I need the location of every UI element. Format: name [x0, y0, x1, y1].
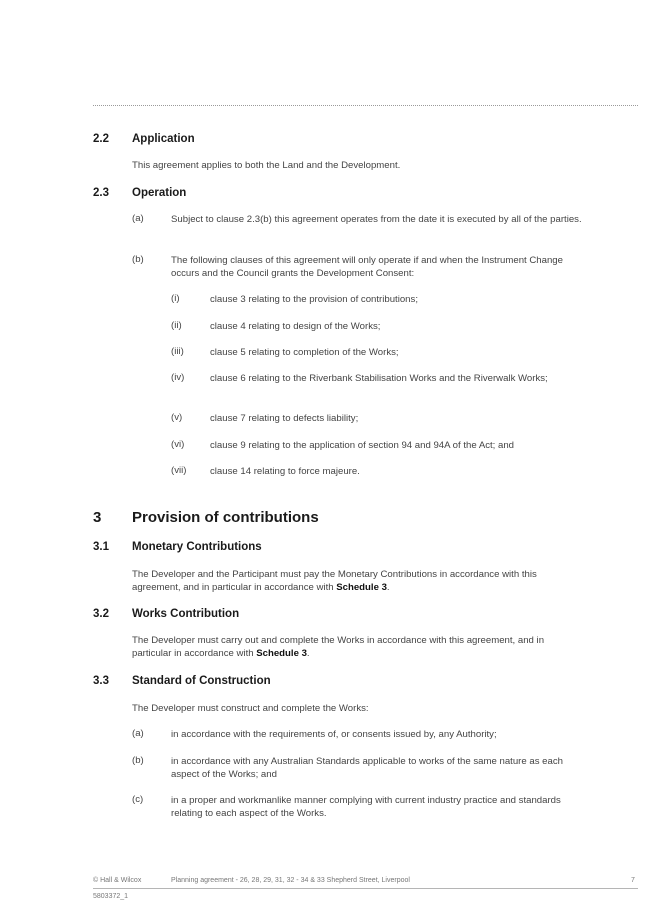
footer-page-number: 7	[631, 877, 635, 884]
footer-document-title: Planning agreement - 26, 28, 29, 31, 32 - 34 & 33 Shepherd Street, Liverpool	[171, 877, 410, 884]
section-heading: Standard of Construction	[132, 675, 271, 687]
list-item: in accordance with any Australian Standards applicable to works of the same nature as each aspect of the Works; and	[171, 756, 563, 780]
footer-reference: 5803372_1	[93, 893, 129, 900]
list-item: The following clauses of this agreement will only operate if and when the Instrument Change occurs and the Council grants the Development Consent:	[171, 255, 563, 279]
list-label: (b)	[132, 254, 144, 265]
list-label: (b)	[132, 755, 144, 766]
schedule-reference: Schedule 3	[336, 582, 387, 593]
section-number: 2.2	[93, 133, 109, 145]
sublist-label: (ii)	[171, 320, 182, 331]
paragraph: The Developer and the Participant must pay the Monetary Contributions in accordance with this agreement, and in particular in accordance with Schedule 3.	[132, 569, 537, 593]
sublist-item: clause 4 relating to design of the Works;	[210, 321, 381, 332]
list-label: (a)	[132, 728, 144, 739]
section-heading: Works Contribution	[132, 608, 240, 620]
paragraph: The Developer must carry out and complete the Works in accordance with this agreement, and in particular in accordance with Schedule 3.	[132, 635, 545, 659]
section-heading: Monetary Contributions	[132, 541, 262, 553]
sublist-item: clause 5 relating to completion of the Works;	[210, 347, 399, 358]
top-divider	[93, 105, 638, 106]
sublist-item: clause 14 relating to force majeure.	[210, 466, 360, 477]
sublist-label: (vii)	[171, 465, 187, 476]
sublist-item: clause 6 relating to the Riverbank Stabilisation Works and the Riverwalk Works;	[210, 373, 548, 384]
chapter-number: 3	[93, 509, 102, 526]
sublist-item: clause 7 relating to defects liability;	[210, 413, 359, 424]
section-number: 3.1	[93, 541, 109, 553]
section-heading: Operation	[132, 187, 187, 199]
section-heading: Application	[132, 133, 195, 145]
sublist-label: (v)	[171, 412, 183, 423]
sublist-label: (iv)	[171, 372, 185, 383]
paragraph: The Developer must construct and complete the Works:	[132, 703, 369, 714]
sublist-item: clause 3 relating to the provision of contributions;	[210, 294, 418, 305]
section-number: 3.2	[93, 608, 109, 620]
sublist-item: clause 9 relating to the application of section 94 and 94A of the Act; and	[210, 440, 515, 451]
list-label: (c)	[132, 794, 144, 805]
section-number: 3.3	[93, 675, 109, 687]
paragraph: This agreement applies to both the Land and the Development.	[132, 160, 401, 171]
list-item: Subject to clause 2.3(b) this agreement operates from the date it is executed by all of the parties.	[171, 214, 582, 225]
section-number: 2.3	[93, 187, 109, 199]
chapter-heading: Provision of contributions	[132, 509, 319, 526]
sublist-label: (i)	[171, 293, 180, 304]
footer-firm: © Hall & Wilcox	[93, 877, 142, 884]
list-item: in accordance with the requirements of, or consents issued by, any Authority;	[171, 729, 497, 740]
sublist-label: (vi)	[171, 439, 185, 450]
list-item: in a proper and workmanlike manner complying with current industry practice and standards relating to each aspect of the Works.	[171, 795, 561, 819]
list-label: (a)	[132, 213, 144, 224]
footer-divider	[93, 888, 638, 889]
sublist-label: (iii)	[171, 346, 184, 357]
schedule-reference: Schedule 3	[256, 648, 307, 659]
